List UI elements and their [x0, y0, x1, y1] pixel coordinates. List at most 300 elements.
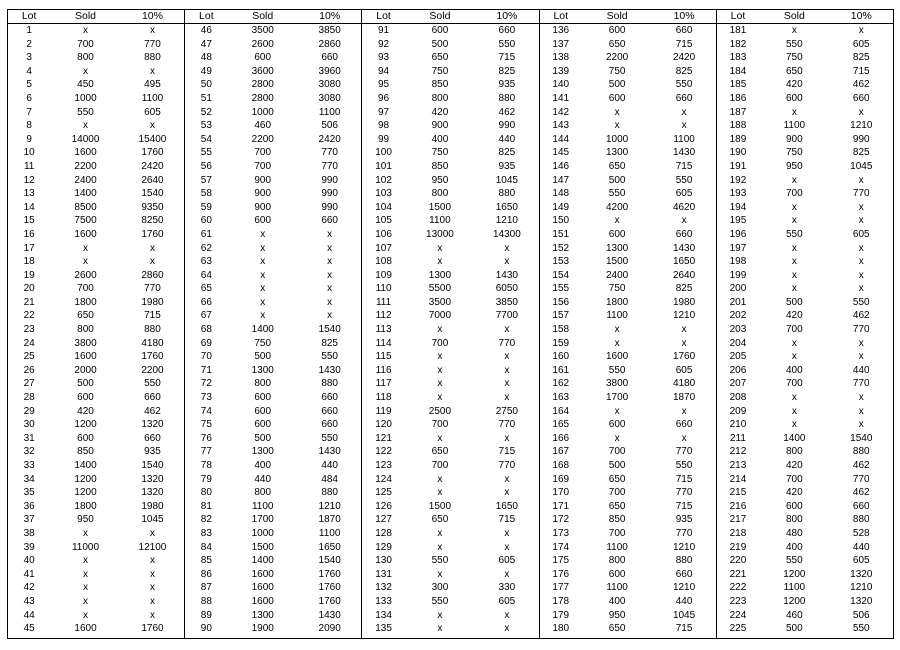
cell-ten-percent: x — [504, 527, 510, 539]
cell-ten-percent: 440 — [852, 364, 870, 376]
cell-sold: 1100 — [606, 541, 628, 553]
table-row — [185, 174, 361, 188]
cell-lot: 102 — [375, 174, 392, 186]
cell-sold: 2500 — [428, 405, 452, 417]
table-row — [717, 201, 893, 215]
cell-ten-percent: 2420 — [141, 160, 164, 172]
cell-lot: 225 — [729, 623, 747, 635]
cell-lot: 137 — [552, 38, 570, 50]
cell-sold: 1600 — [74, 228, 97, 240]
table-row — [8, 473, 184, 487]
cell-sold: 1700 — [251, 514, 274, 526]
cell-ten-percent: 1430 — [495, 269, 518, 281]
cell-lot: 125 — [375, 487, 392, 499]
table-row — [540, 38, 716, 52]
cell-lot: 165 — [552, 419, 570, 431]
table-row — [717, 92, 893, 106]
cell-sold: 800 — [77, 324, 94, 336]
cell-sold: x — [437, 392, 443, 404]
cell-ten-percent: x — [149, 527, 155, 539]
cell-lot: 4 — [26, 65, 32, 77]
cell-sold: 1100 — [429, 215, 451, 227]
cell-lot: 25 — [23, 351, 35, 363]
cell-ten-percent: 605 — [852, 228, 870, 240]
column-header-lot: Lot — [376, 10, 391, 22]
table-row — [717, 513, 893, 527]
cell-lot: 17 — [23, 242, 35, 254]
cell-lot: 154 — [552, 269, 570, 281]
cell-sold: 800 — [431, 92, 449, 104]
cell-sold: 750 — [608, 65, 626, 77]
cell-ten-percent: 880 — [852, 446, 870, 458]
cell-sold: 600 — [431, 25, 449, 36]
table-row — [362, 92, 538, 106]
cell-lot: 207 — [729, 378, 747, 390]
table-row — [8, 242, 184, 256]
table-row — [185, 160, 361, 174]
cell-ten-percent: 4620 — [672, 201, 696, 213]
table-row — [185, 418, 361, 432]
cell-ten-percent: 1760 — [318, 595, 341, 607]
table-row — [185, 473, 361, 487]
cell-sold: x — [437, 623, 443, 635]
table-row — [717, 133, 893, 147]
table-row — [540, 78, 716, 92]
cell-sold: x — [260, 269, 266, 281]
header-row — [717, 10, 893, 24]
table-row — [8, 78, 184, 92]
table-row — [362, 581, 538, 595]
cell-sold: x — [83, 242, 89, 254]
cell-ten-percent: 1210 — [850, 120, 873, 132]
cell-sold: x — [260, 310, 266, 322]
cell-lot: 220 — [729, 555, 747, 567]
cell-ten-percent: 2860 — [318, 38, 341, 50]
cell-lot: 170 — [552, 487, 570, 499]
table-row — [540, 296, 716, 310]
cell-sold: x — [437, 378, 443, 390]
table-row — [8, 51, 184, 65]
cell-ten-percent: 6050 — [495, 283, 518, 295]
table-row — [540, 377, 716, 391]
cell-sold: 1200 — [74, 487, 97, 499]
cell-lot: 171 — [552, 500, 570, 512]
cell-sold: 1300 — [251, 446, 274, 458]
cell-ten-percent: 1210 — [495, 215, 518, 227]
cell-lot: 47 — [200, 38, 212, 50]
cell-ten-percent: 1760 — [141, 147, 164, 159]
cell-lot: 104 — [375, 201, 392, 213]
cell-ten-percent: 1430 — [672, 147, 696, 159]
cell-ten-percent: 660 — [321, 52, 338, 64]
cell-ten-percent: x — [858, 337, 864, 349]
cell-sold: 850 — [77, 446, 94, 458]
table-row — [185, 24, 361, 38]
cell-sold: 1000 — [74, 92, 97, 104]
cell-lot: 81 — [200, 500, 212, 512]
cell-ten-percent: 528 — [852, 527, 870, 539]
table-row — [717, 350, 893, 364]
cell-sold: 650 — [77, 310, 94, 322]
cell-lot: 67 — [200, 310, 212, 322]
cell-ten-percent: 440 — [852, 541, 870, 553]
cell-lot: 129 — [375, 541, 392, 553]
cell-sold: 700 — [608, 446, 626, 458]
cell-ten-percent: 2860 — [141, 269, 164, 281]
cell-ten-percent: 660 — [675, 419, 693, 431]
cell-lot: 184 — [729, 65, 747, 77]
table-row — [362, 513, 538, 527]
cell-lot: 164 — [552, 405, 570, 417]
cell-lot: 9 — [26, 133, 32, 145]
cell-sold: 600 — [254, 52, 272, 64]
table-row — [8, 119, 184, 133]
cell-ten-percent: 770 — [498, 337, 516, 349]
cell-ten-percent: 1430 — [318, 446, 341, 458]
cell-lot: 122 — [375, 446, 392, 458]
table-row — [185, 214, 361, 228]
cell-ten-percent: 880 — [144, 52, 161, 64]
cell-sold: 650 — [785, 65, 803, 77]
cell-sold: 1600 — [606, 351, 629, 363]
cell-ten-percent: x — [327, 228, 333, 240]
table-row — [717, 459, 893, 473]
table-row — [540, 174, 716, 188]
cell-ten-percent: x — [149, 568, 155, 580]
cell-ten-percent: 462 — [852, 460, 870, 471]
table-row — [717, 445, 893, 459]
cell-sold: 480 — [785, 527, 803, 539]
cell-ten-percent: 3080 — [318, 92, 341, 104]
cell-ten-percent: 1320 — [141, 419, 164, 431]
cell-lot: 224 — [729, 609, 747, 621]
cell-sold: 700 — [77, 283, 94, 295]
table-row — [362, 473, 538, 487]
cell-sold: 700 — [785, 324, 803, 336]
cell-lot: 200 — [729, 283, 747, 295]
cell-lot: 24 — [23, 337, 35, 349]
cell-lot: 72 — [200, 378, 212, 390]
cell-lot: 61 — [200, 228, 212, 240]
cell-sold: 1200 — [783, 568, 806, 580]
cell-ten-percent: 770 — [852, 324, 870, 336]
table-row — [8, 391, 184, 405]
table-row — [717, 160, 893, 174]
cell-lot: 75 — [200, 419, 212, 431]
table-row — [185, 106, 361, 120]
cell-sold: 460 — [254, 120, 272, 132]
cell-lot: 197 — [729, 242, 747, 254]
cell-sold: 650 — [431, 52, 449, 64]
cell-sold: 700 — [431, 337, 449, 349]
cell-ten-percent: x — [681, 324, 687, 336]
cell-ten-percent: x — [327, 310, 333, 322]
cell-sold: 1400 — [251, 555, 274, 567]
table-row — [717, 432, 893, 446]
cell-lot: 34 — [23, 473, 35, 485]
table-row — [540, 432, 716, 446]
table-row — [540, 269, 716, 283]
cell-ten-percent: 715 — [675, 38, 693, 50]
cell-lot: 79 — [200, 473, 212, 485]
cell-lot: 195 — [729, 215, 747, 227]
table-row — [185, 146, 361, 160]
table-row — [540, 323, 716, 337]
cell-lot: 181 — [729, 25, 747, 36]
cell-lot: 193 — [729, 188, 747, 200]
cell-lot: 149 — [552, 201, 570, 213]
table-row — [717, 473, 893, 487]
cell-sold: 1300 — [251, 609, 274, 621]
cell-ten-percent: 550 — [144, 378, 161, 390]
cell-ten-percent: 3850 — [495, 296, 518, 308]
cell-sold: 600 — [254, 392, 272, 404]
cell-lot: 176 — [552, 568, 570, 580]
cell-sold: x — [437, 432, 443, 444]
table-row — [362, 201, 538, 215]
cell-lot: 142 — [552, 106, 570, 118]
table-row — [540, 146, 716, 160]
cell-lot: 131 — [375, 568, 392, 580]
cell-lot: 130 — [375, 555, 392, 567]
cell-ten-percent: x — [858, 256, 864, 268]
cell-sold: 500 — [254, 432, 272, 444]
cell-sold: x — [614, 120, 620, 132]
cell-sold: x — [437, 364, 443, 376]
cell-lot: 209 — [729, 405, 747, 417]
cell-sold: 1000 — [606, 133, 629, 145]
table-row — [8, 405, 184, 419]
cell-sold: 600 — [77, 392, 94, 404]
table-row — [362, 418, 538, 432]
cell-ten-percent: 825 — [675, 283, 693, 295]
cell-ten-percent: 770 — [852, 378, 870, 390]
cell-sold: 500 — [608, 460, 626, 471]
cell-sold: x — [260, 228, 266, 240]
cell-lot: 177 — [552, 582, 570, 594]
cell-ten-percent: 770 — [675, 446, 693, 458]
table-row — [540, 242, 716, 256]
cell-ten-percent: x — [681, 106, 687, 118]
cell-ten-percent: 715 — [675, 623, 693, 635]
cell-sold: 700 — [431, 460, 449, 471]
cell-sold: x — [614, 405, 620, 417]
cell-sold: 2400 — [606, 269, 629, 281]
table-row — [8, 622, 184, 636]
cell-lot: 23 — [23, 324, 35, 336]
cell-lot: 41 — [23, 568, 35, 580]
cell-ten-percent: 462 — [498, 106, 516, 118]
column-header-ten-percent: 10% — [850, 10, 872, 22]
cell-ten-percent: 462 — [144, 405, 161, 417]
table-row — [717, 228, 893, 242]
cell-sold: 1100 — [606, 582, 628, 594]
cell-lot: 32 — [23, 446, 35, 458]
cell-lot: 68 — [200, 324, 212, 336]
cell-ten-percent: 1760 — [318, 568, 341, 580]
table-row — [540, 500, 716, 514]
cell-ten-percent: 880 — [321, 487, 338, 499]
cell-ten-percent: 935 — [675, 514, 693, 526]
table-row — [185, 432, 361, 446]
cell-sold: 1400 — [251, 324, 274, 336]
table-row — [185, 581, 361, 595]
cell-ten-percent: 715 — [675, 473, 693, 485]
cell-sold: x — [791, 405, 797, 417]
cell-ten-percent: 770 — [321, 160, 338, 172]
cell-ten-percent: 506 — [321, 120, 338, 132]
table-block-1 — [8, 10, 184, 638]
cell-ten-percent: 1540 — [850, 432, 873, 444]
cell-lot: 106 — [375, 228, 392, 240]
cell-sold: 600 — [785, 92, 803, 104]
cell-ten-percent: 1650 — [495, 500, 518, 512]
cell-lot: 179 — [552, 609, 570, 621]
cell-lot: 182 — [729, 38, 747, 50]
cell-ten-percent: x — [858, 106, 864, 118]
cell-lot: 204 — [729, 337, 747, 349]
cell-sold: 800 — [608, 555, 626, 567]
cell-ten-percent: 770 — [675, 487, 693, 499]
cell-lot: 37 — [23, 514, 35, 526]
cell-lot: 191 — [729, 160, 747, 172]
cell-sold: x — [83, 595, 89, 607]
cell-ten-percent: 1100 — [318, 527, 341, 539]
table-row — [8, 364, 184, 378]
cell-ten-percent: x — [858, 351, 864, 363]
cell-lot: 69 — [200, 337, 212, 349]
column-header-ten-percent: 10% — [141, 10, 163, 22]
table-row — [185, 242, 361, 256]
cell-ten-percent: 462 — [852, 310, 870, 322]
cell-sold: 800 — [77, 52, 94, 64]
cell-lot: 33 — [23, 460, 35, 471]
cell-ten-percent: 825 — [852, 147, 870, 159]
cell-ten-percent: 660 — [675, 25, 693, 36]
table-row — [362, 350, 538, 364]
cell-ten-percent: 1760 — [318, 582, 341, 594]
cell-lot: 16 — [23, 228, 35, 240]
cell-ten-percent: 1045 — [672, 609, 696, 621]
table-row — [185, 486, 361, 500]
cell-ten-percent: x — [858, 242, 864, 254]
cell-lot: 146 — [552, 160, 570, 172]
table-row — [540, 581, 716, 595]
table-row — [8, 377, 184, 391]
table-row — [540, 187, 716, 201]
cell-sold: 750 — [254, 337, 272, 349]
cell-sold: x — [791, 337, 797, 349]
cell-sold: 1300 — [606, 242, 629, 254]
table-block-3 — [361, 10, 538, 638]
cell-sold: 2200 — [606, 52, 629, 64]
cell-lot: 192 — [729, 174, 747, 186]
table-row — [8, 418, 184, 432]
table-row — [362, 323, 538, 337]
cell-sold: 400 — [254, 460, 272, 471]
cell-sold: 600 — [608, 419, 626, 431]
table-row — [185, 513, 361, 527]
cell-ten-percent: 715 — [144, 310, 161, 322]
table-row — [540, 405, 716, 419]
cell-sold: 900 — [254, 188, 272, 200]
cell-ten-percent: 660 — [321, 392, 338, 404]
table-row — [8, 500, 184, 514]
cell-sold: 600 — [785, 500, 803, 512]
table-row — [717, 282, 893, 296]
cell-ten-percent: 715 — [498, 52, 516, 64]
cell-sold: 900 — [254, 201, 272, 213]
table-row — [717, 500, 893, 514]
cell-lot: 156 — [552, 296, 570, 308]
cell-lot: 158 — [552, 324, 570, 336]
cell-sold: 1600 — [74, 147, 97, 159]
cell-sold: 600 — [254, 405, 272, 417]
cell-lot: 123 — [375, 460, 392, 471]
cell-lot: 66 — [200, 296, 212, 308]
cell-sold: x — [791, 106, 797, 118]
table-row — [362, 24, 538, 38]
table-row — [362, 609, 538, 623]
table-row — [8, 146, 184, 160]
table-row — [185, 309, 361, 323]
cell-sold: 900 — [431, 120, 449, 132]
cell-ten-percent: 1650 — [495, 201, 518, 213]
cell-ten-percent: 1045 — [850, 160, 873, 172]
cell-lot: 83 — [200, 527, 212, 539]
cell-sold: 1400 — [74, 460, 97, 471]
cell-ten-percent: 462 — [852, 79, 870, 91]
cell-ten-percent: 660 — [321, 405, 338, 417]
cell-sold: 1000 — [251, 527, 274, 539]
cell-ten-percent: x — [504, 364, 510, 376]
cell-ten-percent: x — [149, 242, 155, 254]
table-row — [185, 405, 361, 419]
cell-sold: 700 — [785, 378, 803, 390]
cell-lot: 136 — [552, 25, 570, 36]
cell-sold: 400 — [431, 133, 449, 145]
cell-lot: 99 — [377, 133, 390, 145]
cell-sold: 1300 — [428, 269, 452, 281]
table-row — [185, 133, 361, 147]
cell-sold: 650 — [431, 446, 449, 458]
cell-sold: 650 — [608, 500, 626, 512]
cell-sold: 2800 — [251, 92, 274, 104]
table-row — [717, 255, 893, 269]
cell-lot: 31 — [23, 432, 35, 444]
cell-ten-percent: 660 — [144, 432, 161, 444]
table-row — [540, 24, 716, 38]
cell-lot: 88 — [200, 595, 212, 607]
cell-lot: 8 — [26, 120, 32, 132]
table-row — [362, 146, 538, 160]
table-row — [185, 350, 361, 364]
cell-sold: 500 — [431, 38, 449, 50]
cell-lot: 6 — [26, 92, 32, 104]
cell-lot: 169 — [552, 473, 570, 485]
cell-sold: 420 — [785, 310, 803, 322]
cell-ten-percent: x — [858, 269, 864, 281]
cell-lot: 3 — [26, 52, 32, 64]
cell-ten-percent: 880 — [144, 324, 161, 336]
cell-sold: 7000 — [428, 310, 452, 322]
table-row — [362, 228, 538, 242]
cell-lot: 222 — [729, 582, 747, 594]
cell-lot: 188 — [729, 120, 747, 132]
cell-ten-percent: 605 — [852, 555, 870, 567]
cell-sold: 650 — [608, 160, 626, 172]
cell-lot: 84 — [200, 541, 212, 553]
